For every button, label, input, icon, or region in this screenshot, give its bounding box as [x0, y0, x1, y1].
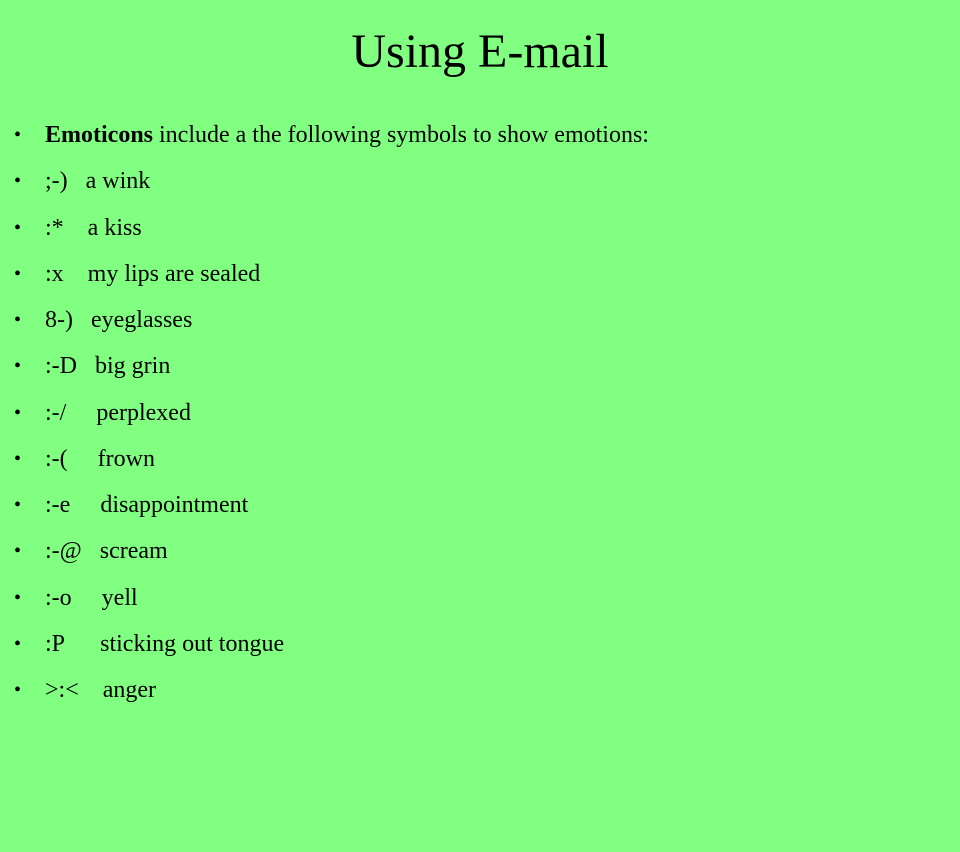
- list-item: [0, 482, 960, 528]
- intro-text: [45, 112, 649, 158]
- emoticon-text: :P sticking out tongue: [45, 630, 285, 657]
- emoticon-text: 8-) eyeglasses: [45, 307, 193, 333]
- bullet-icon: •: [14, 540, 22, 563]
- bullet-icon: •: [14, 632, 22, 655]
- emoticon-text: ;-) a wink: [45, 168, 151, 195]
- list-item: [0, 575, 960, 621]
- bullet-icon: •: [14, 401, 22, 424]
- list-item-intro: [0, 112, 960, 158]
- emoticon-text: :-D big grin: [45, 353, 171, 380]
- list-item: [0, 251, 960, 297]
- slide-title: Using E-mail: [351, 25, 609, 78]
- emoticon-text: :-@ scream: [45, 538, 168, 565]
- list-item: [0, 158, 960, 204]
- bullet-icon: •: [14, 124, 22, 146]
- emoticons-term: Emoticons: [45, 122, 153, 148]
- emoticon-text: :-( frown: [45, 445, 155, 472]
- intro-rest: include a the following symbols to show emotions:: [153, 122, 649, 148]
- bullet-icon: •: [14, 262, 22, 285]
- emoticon-text: :x my lips are sealed: [45, 260, 261, 287]
- emoticon-text: :-o yell: [45, 584, 138, 611]
- list-item: [0, 297, 960, 343]
- emoticon-text: :-/ perplexed: [45, 399, 191, 426]
- list-item: [0, 343, 960, 389]
- bullet-icon: •: [14, 170, 22, 193]
- emoticon-list: [0, 112, 960, 713]
- bullet-icon: •: [14, 586, 22, 609]
- emoticon-text: :* a kiss: [45, 214, 142, 241]
- list-item: [0, 667, 960, 713]
- list-item: [0, 205, 960, 251]
- bullet-icon: •: [14, 355, 22, 378]
- bullet-icon: •: [14, 447, 22, 470]
- bullet-icon: •: [14, 216, 22, 239]
- emoticon-text: :-e disappointment: [45, 492, 249, 518]
- list-item: [0, 390, 960, 436]
- bullet-icon: •: [14, 309, 22, 331]
- list-item: [0, 621, 960, 667]
- bullet-icon: •: [14, 494, 22, 516]
- list-item: [0, 436, 960, 482]
- emoticon-text: >:< anger: [45, 677, 157, 703]
- list-item: [0, 528, 960, 574]
- bullet-icon: •: [14, 679, 22, 701]
